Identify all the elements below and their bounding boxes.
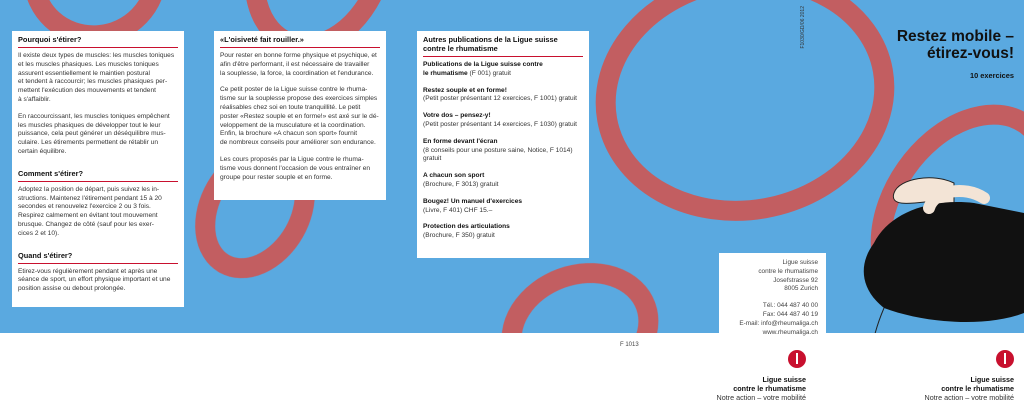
address-line: Fax: 044 487 40 19 (762, 310, 818, 318)
address-block (719, 253, 826, 339)
panel-why-stretch (12, 31, 184, 307)
org-name-line2: contre le rhumatisme (941, 384, 1014, 393)
publication-item: Votre dos – pensez-y! (Petit poster présentant 14 exercices, F 1030) gratuit (423, 112, 577, 128)
address-line: Ligue suisse (782, 259, 818, 266)
org-name-line2: contre le rhumatisme (733, 384, 806, 393)
tagline: Notre action – votre mobilité (924, 393, 1014, 402)
print-code: F1030/GD/06 2012 (800, 6, 806, 49)
publication-item: Publications de la Ligue suisse contre le rhumatisme (F 001) gratuit (423, 61, 543, 77)
cover-title-block (897, 28, 1014, 80)
address-line: Tél.: 044 487 40 00 (762, 302, 818, 310)
publication-item: En forme devant l'écran (8 conseils pour une posture saine, Notice, F 1014) gratuit (423, 137, 573, 163)
org-name-line1: Ligue suisse (762, 375, 806, 384)
address-website[interactable]: www.rheumaliga.ch (762, 328, 818, 336)
paragraph: Les cours proposés par la Ligue contre le rhuma- tisme vous donnent l'occasion de vous entraîner en groupe pour rester souple et en forme. (220, 155, 371, 181)
publication-item: Restez souple et en forme! (Petit poster présentant 12 exercices, F 1001) gratuit (423, 86, 577, 103)
address-line: Josefstrasse 92 (773, 276, 818, 284)
cover-title: Restez mobile – étirez-vous! (896, 28, 1014, 62)
address-line: contre le rhumatisme (758, 267, 818, 275)
publication-code: F 1013 (620, 342, 639, 348)
tagline: Notre action – votre mobilité (716, 393, 806, 402)
footer-area (0, 333, 1024, 411)
footer-logo-block-right (896, 350, 1014, 402)
rheumaliga-logo-icon (788, 350, 806, 368)
paragraph: Pour rester en bonne forme physique et psychique, et afin d'être performant, il est nécessaire de travailler la souplesse, la force, la coordination et l'endurance. (220, 52, 377, 77)
heading-how-stretch: Comment s'étirer? (18, 165, 178, 182)
address-spacer (719, 294, 818, 302)
publication-item: A chacun son sport (Brochure, F 3013) gratuit (423, 172, 499, 188)
heading-publications: Autres publications de la Ligue suisse contre le rhumatisme (423, 31, 583, 57)
heading-idleness: «L'oisiveté fait rouiller.» (220, 31, 380, 48)
paragraph: Il existe deux types de muscles: les muscles toniques et les muscles phasiques. Les muscles toniques assurent essentiellement le maintien postural et tendent à raccourcir; les muscles phasiques per- mettent l'exécution des mouvements et tendent à s'affaiblir. (18, 52, 175, 103)
address-line: 8005 Zurich (784, 285, 818, 293)
paragraph: Adoptez la position de départ, puis suivez les in- structions. Maintenez l'étirement pendant 15 à 20 secondes et renouvelez l'exercice 2 ou 3 fois. Respirez calmement en évitant tout mouvement brusque. Changez de côté (sauf pour les exer- cices 2 et 10). (18, 185, 162, 237)
address-email[interactable]: E-mail: info@rheumaliga.ch (739, 319, 818, 327)
publication-item: Protection des articulations (Brochure, F 350) gratuit (423, 223, 510, 240)
paragraph: En raccourcissant, les muscles toniques empêchent les muscles phasiques de développer tout le leur puissance, cela peut générer un déséquilibre mus- culaire. Les étirements permettent de rétablir un certain équilibre. (18, 112, 170, 155)
rheumaliga-logo-icon (996, 350, 1014, 368)
stretching-person-illustration (834, 173, 1024, 333)
paragraph: Ce petit poster de la Ligue suisse contre le rhuma- tisme sur la souplesse propose des exercices simples réalisables chez soi en toute tranquillité. Le petit poster «Restez souple et en forme!» est axé sur le dé- veloppement de la musculature et la coordination. Enfin, la brochure «A chacun son sport» fournit de nombreux conseils pour améliorer son endurance. (220, 86, 379, 147)
heading-why-stretch: Pourquoi s'étirer? (18, 31, 178, 48)
panel-idleness (214, 31, 386, 200)
publication-item: Bougez! Un manuel d'exercices (Livre, F 401) CHF 15.– (423, 197, 523, 214)
cover-subtitle: 10 exercices (970, 71, 1014, 80)
panel-publications (417, 31, 589, 258)
footer-logo-block-left (690, 350, 806, 402)
org-name-line1: Ligue suisse (970, 375, 1014, 384)
heading-when-stretch: Quand s'étirer? (18, 247, 178, 264)
paragraph: Etirez-vous régulièrement pendant et après une séance de sport, un effort physique important et une position assise ou debout prolongée. (18, 267, 171, 293)
